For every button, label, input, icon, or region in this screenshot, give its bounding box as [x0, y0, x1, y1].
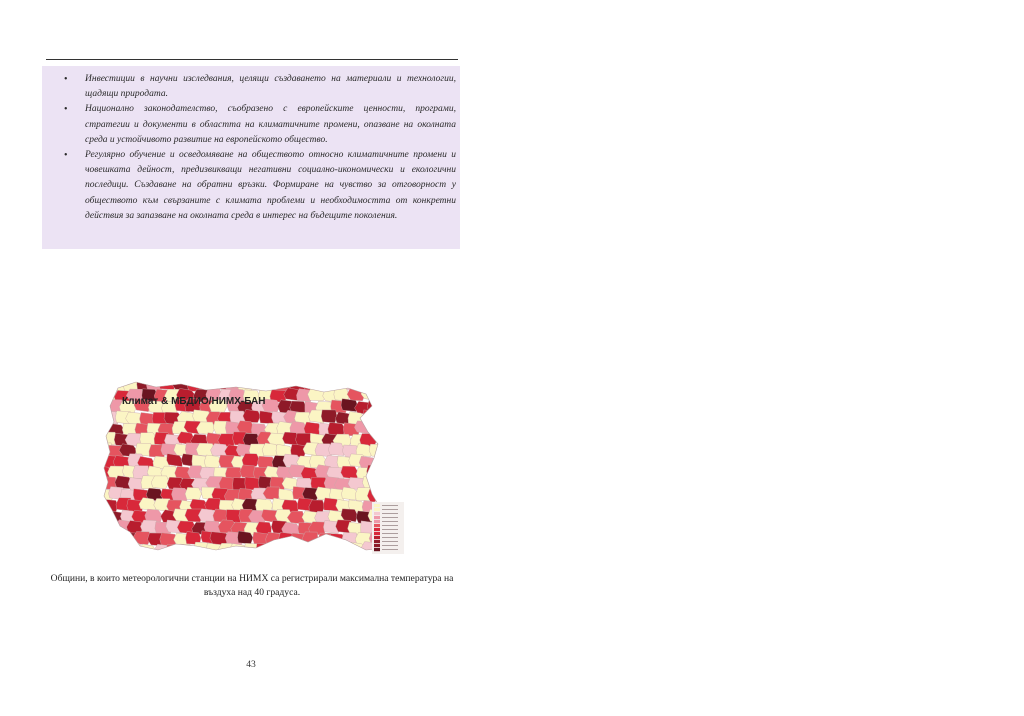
municipality-region: [358, 378, 374, 391]
municipality-region: [120, 554, 137, 558]
municipality-region: [317, 378, 333, 391]
municipality-region: [363, 410, 380, 423]
municipality-region: [289, 554, 307, 558]
municipality-region: [265, 553, 283, 558]
municipality-region: [151, 476, 169, 489]
municipality-region: [387, 476, 405, 489]
municipality-region: [290, 421, 306, 434]
municipality-region: [376, 412, 393, 425]
municipality-region: [395, 423, 408, 436]
municipality-region: [295, 543, 313, 556]
legend-swatch: [374, 548, 380, 551]
municipality-region: [337, 544, 355, 557]
legend-swatch: [374, 532, 380, 535]
municipality-region: [110, 532, 126, 545]
legend-swatch: [374, 516, 380, 519]
figure-caption: Общини, в които метеорологични станции на НИМХ са регистрирали максимална температура на въздуха над 40 градуса.: [50, 573, 454, 598]
municipality-region: [362, 476, 379, 489]
municipality-region: [383, 555, 400, 558]
municipality-region: [278, 555, 295, 558]
municipality-region: [205, 498, 222, 511]
municipality-region: [367, 465, 385, 478]
legend-swatch: [374, 524, 380, 527]
map-legend: [372, 502, 404, 554]
municipality-region: [372, 390, 390, 403]
legend-label-line: [382, 541, 398, 542]
municipality-region: [96, 509, 112, 522]
municipality-region: [376, 433, 393, 446]
municipality-region: [382, 487, 399, 500]
municipality-region: [393, 555, 408, 558]
municipality-region: [321, 410, 337, 423]
municipality-region: [237, 555, 253, 558]
municipality-region: [227, 554, 244, 558]
horizontal-rule: [46, 59, 458, 60]
municipality-region: [185, 487, 202, 500]
municipality-region: [309, 500, 325, 513]
municipality-region: [238, 531, 253, 544]
bullet-item-1: [42, 72, 460, 102]
bullet-list: [42, 72, 460, 224]
municipality-region: [145, 555, 162, 558]
municipality-region: [354, 421, 372, 434]
municipality-region: [329, 553, 346, 558]
legend-label-line: [382, 513, 398, 514]
municipality-region: [341, 466, 359, 479]
municipality-region: [386, 388, 403, 401]
municipality-region: [198, 554, 216, 558]
municipality-region: [330, 378, 346, 390]
legend-swatch: [374, 504, 380, 507]
municipality-region: [395, 443, 408, 456]
municipality-region: [389, 432, 405, 445]
municipality-region: [163, 553, 180, 558]
legend-label-line: [382, 537, 398, 538]
municipality-region: [229, 544, 248, 557]
municipality-region: [101, 544, 118, 557]
municipality-region: [374, 476, 391, 489]
legend-label-line: [382, 517, 398, 518]
map-watermark: Климат & МБДИО/НИМХ-БАН: [122, 396, 266, 407]
municipality-region: [110, 379, 127, 392]
municipality-region: [394, 490, 408, 503]
municipality-region: [356, 553, 374, 558]
legend-swatch: [374, 520, 380, 523]
municipality-region: [368, 423, 384, 436]
municipality-region: [100, 521, 116, 534]
municipality-region: [361, 388, 379, 401]
recommendations-box: [42, 66, 460, 249]
map-figure: [96, 378, 408, 558]
municipality-region: [243, 410, 261, 423]
municipality-region: [108, 555, 125, 558]
bullet-icon: •: [64, 104, 68, 116]
municipality-region: [398, 390, 408, 403]
bullet-text: Регулярно обучение и осведомяване на обществото относно климатичните промени и човешката дейност, предизвикващи негативни социално-икономически и екологични последици. Създаване на обратни връзки. Формиране на чувство за отговорност у обществото към свързаните с климата проблеми и необходимостта от конкретни действия за запазване на околната среда в интерес на бъдещите поколения.: [85, 150, 456, 221]
municipality-region: [341, 553, 357, 558]
municipality-region: [188, 553, 205, 558]
legend-swatch: [374, 512, 380, 515]
municipality-region: [384, 399, 400, 412]
municipality-region: [328, 423, 345, 436]
municipality-region: [387, 456, 404, 469]
municipality-region: [214, 554, 230, 558]
legend-label-line: [382, 525, 398, 526]
municipality-region: [166, 544, 184, 557]
municipality-region: [387, 412, 404, 425]
bullet-text: Инвестиции в научни изследвания, целящи създаването на материали и технологии, щадящи природата.: [85, 74, 456, 100]
legend-label-line: [382, 521, 398, 522]
municipality-region: [96, 553, 112, 558]
bullet-icon: •: [64, 74, 68, 85]
municipality-region: [382, 421, 399, 434]
municipality-region: [270, 544, 286, 557]
bullet-item-2: [42, 102, 460, 148]
municipality-region: [370, 555, 387, 558]
municipality-region: [96, 400, 111, 413]
legend-label-line: [382, 505, 398, 506]
legend-label-line: [382, 545, 398, 546]
municipality-region: [242, 454, 260, 467]
municipality-region: [322, 542, 338, 555]
municipality-region: [196, 422, 214, 435]
municipality-region: [381, 443, 399, 456]
municipality-region: [341, 399, 358, 412]
municipality-region: [374, 455, 392, 468]
municipality-region: [114, 543, 131, 556]
municipality-region: [251, 378, 268, 390]
municipality-region: [96, 531, 112, 544]
legend-swatch: [374, 540, 380, 543]
bullet-text: Национално законодателство, съобразено с европейските ценности, програми, стратегии и документи в областта на климатичните промени, опазване на околната среда и устойчивото развитие на европейското общество.: [85, 104, 456, 145]
municipality-region: [250, 555, 268, 559]
legend-swatch: [374, 536, 380, 539]
municipality-region: [401, 412, 409, 425]
legend-swatch: [374, 544, 380, 547]
municipality-region: [379, 465, 396, 478]
legend-label-line: [382, 509, 398, 510]
municipality-region: [284, 543, 301, 556]
bullet-icon: •: [64, 150, 68, 162]
municipality-region: [401, 455, 408, 468]
legend-label-line: [382, 529, 398, 530]
municipality-region: [140, 544, 156, 557]
bullet-item-3: [42, 148, 460, 224]
municipality-region: [370, 378, 386, 391]
municipality-region: [395, 399, 408, 412]
municipality-region: [382, 378, 399, 390]
municipality-region: [396, 378, 408, 391]
municipality-region: [178, 544, 194, 557]
municipality-region: [394, 468, 409, 481]
legend-label-line: [382, 533, 398, 534]
legend-label-line: [382, 549, 398, 550]
municipality-region: [304, 422, 320, 435]
municipality-region: [174, 553, 191, 558]
page-number: 43: [246, 659, 256, 670]
municipality-region: [159, 378, 177, 390]
municipality-region: [317, 553, 334, 558]
municipality-region: [310, 543, 326, 556]
municipality-region: [400, 478, 408, 491]
municipality-region: [302, 555, 320, 558]
municipality-region: [328, 443, 344, 456]
municipality-region: [256, 543, 273, 556]
legend-swatch: [374, 508, 380, 511]
legend-swatch: [374, 528, 380, 531]
municipality-region: [400, 434, 408, 447]
municipality-region: [133, 553, 150, 558]
bulgaria-municipality-map: [96, 378, 408, 558]
municipality-region: [96, 378, 112, 391]
